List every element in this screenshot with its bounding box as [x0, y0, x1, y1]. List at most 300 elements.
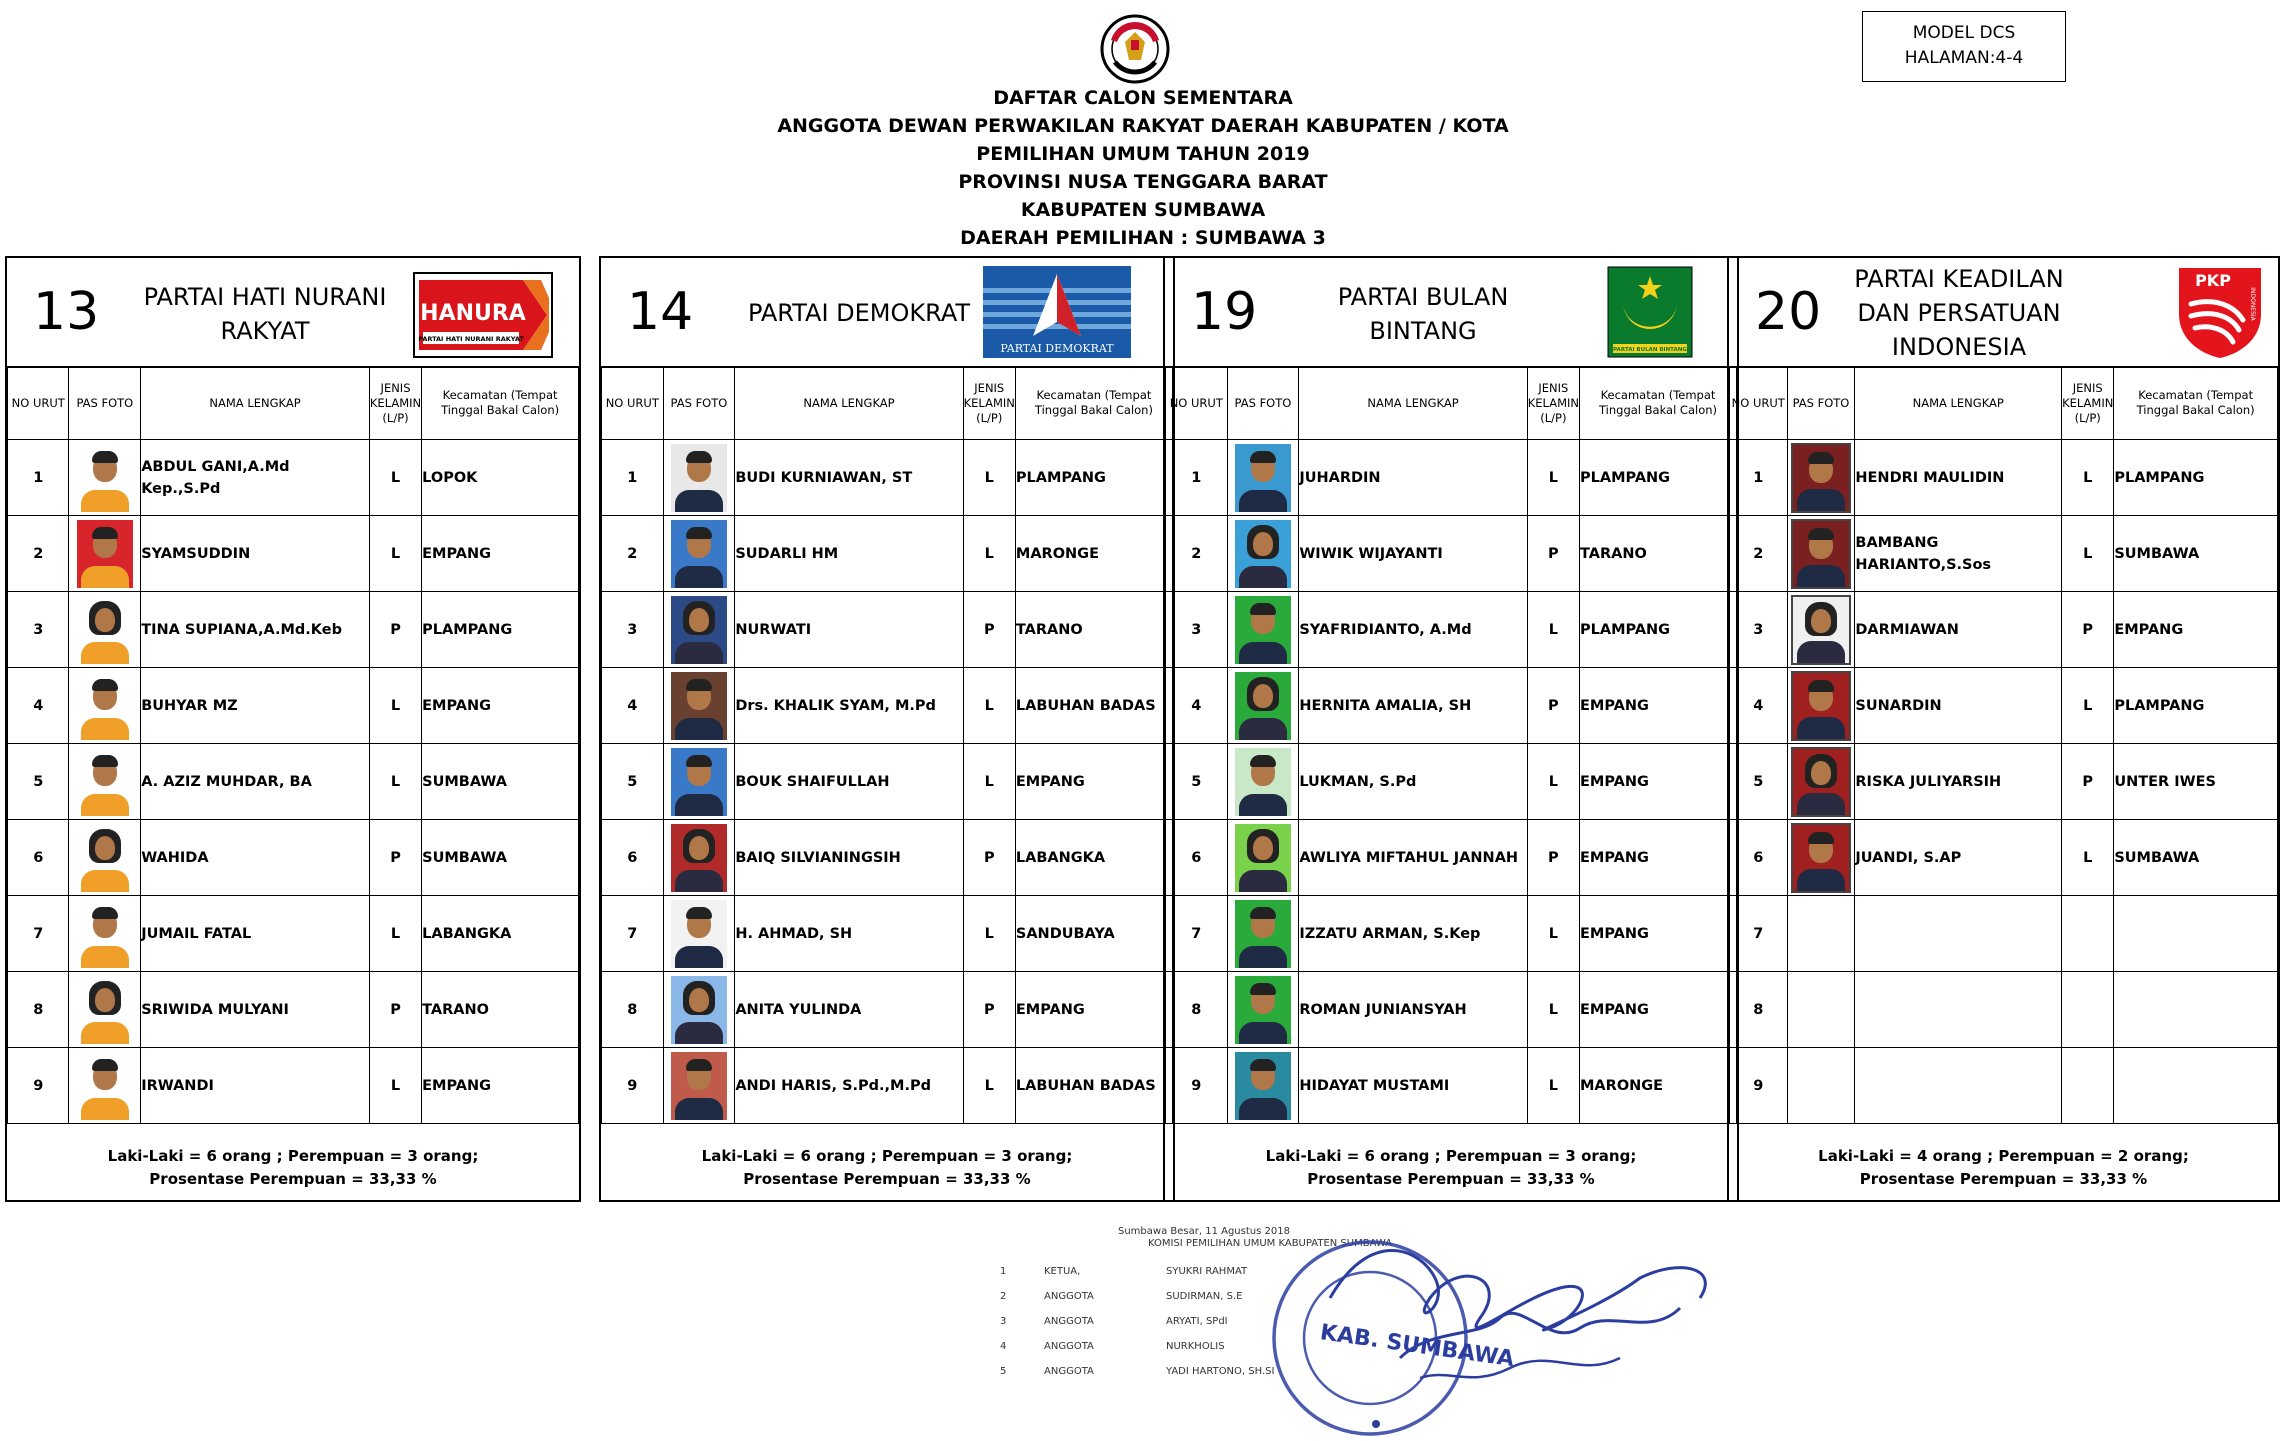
candidate-name: AWLIYA MIFTAHUL JANNAH	[1299, 820, 1527, 896]
candidate-kecamatan: PLAMPANG	[422, 592, 579, 668]
candidate-photo-cell	[1787, 1048, 1855, 1124]
kpu-emblem	[1099, 14, 1171, 84]
candidate-row	[602, 744, 1173, 820]
col-header-kec-l2: Tinggal Bakal Calon)	[441, 403, 560, 417]
commissioner-no: 2	[1000, 1291, 1007, 1302]
candidate-photo	[1791, 823, 1851, 893]
candidate-sex	[2062, 896, 2114, 972]
commissioner-no: 3	[1000, 1316, 1007, 1327]
candidate-no: 5	[8, 744, 69, 820]
candidate-photo	[77, 1052, 133, 1120]
candidate-no: 1	[1730, 440, 1788, 516]
candidate-photo	[1235, 520, 1291, 588]
candidate-no: 2	[602, 516, 664, 592]
candidate-photo	[671, 1052, 727, 1120]
candidate-no: 3	[1730, 592, 1788, 668]
candidate-sex: P	[963, 972, 1015, 1048]
candidate-name: WIWIK WIJAYANTI	[1299, 516, 1527, 592]
candidate-photo	[1235, 672, 1291, 740]
female-percentage: Prosentase Perempuan = 33,33 %	[149, 1170, 437, 1188]
candidate-row	[8, 668, 579, 744]
candidate-kecamatan: PLAMPANG	[2114, 668, 2278, 744]
candidate-photo-cell	[69, 1048, 141, 1124]
col-header-sex-l2: KELAMIN	[369, 395, 422, 410]
candidate-name: JUANDI, S.AP	[1855, 820, 2062, 896]
candidate-no: 9	[1166, 1048, 1228, 1124]
col-header-kec-l2: Tinggal Bakal Calon)	[1034, 403, 1153, 417]
female-percentage: Prosentase Perempuan = 33,33 %	[1307, 1170, 1595, 1188]
candidate-photo-cell	[1787, 516, 1855, 592]
candidate-name: BAIQ SILVIANINGSIH	[735, 820, 963, 896]
candidate-photo	[77, 748, 133, 816]
col-header-kec-l2: Tinggal Bakal Calon)	[2136, 403, 2255, 417]
candidate-no: 4	[602, 668, 664, 744]
party-number: 19	[1191, 282, 1258, 342]
candidate-name	[1855, 972, 2062, 1048]
title-line: KABUPATEN SUMBAWA	[1020, 199, 1266, 221]
col-header-no: NO URUT	[1166, 367, 1228, 440]
demokrat-logo	[983, 266, 1131, 358]
candidate-sex: L	[369, 896, 421, 972]
candidate-sex: L	[2062, 440, 2114, 516]
candidate-sex: L	[963, 668, 1015, 744]
candidate-sex: L	[2062, 820, 2114, 896]
candidate-row	[602, 1048, 1173, 1124]
candidate-kecamatan: EMPANG	[422, 516, 579, 592]
candidate-sex: P	[963, 820, 1015, 896]
candidate-kecamatan: LABUHAN BADAS	[1015, 1048, 1172, 1124]
candidate-photo-cell	[1787, 820, 1855, 896]
col-header-sex-l2: KELAMIN	[2062, 395, 2114, 410]
col-header-kecamatan	[422, 367, 579, 440]
candidate-no: 9	[602, 1048, 664, 1124]
candidate-sex: P	[963, 592, 1015, 668]
candidate-photo-cell	[663, 592, 735, 668]
commissioner-role: KETUA,	[1044, 1266, 1081, 1277]
candidate-row	[8, 440, 579, 516]
candidate-photo-cell	[1227, 896, 1299, 972]
candidate-sex	[2062, 972, 2114, 1048]
candidate-sex: L	[963, 1048, 1015, 1124]
candidate-sex: L	[1527, 744, 1579, 820]
candidate-name: RISKA JULIYARSIH	[1855, 744, 2062, 820]
col-header-kecamatan	[2114, 367, 2278, 440]
party-panel-demokrat	[599, 256, 1175, 1202]
party-number: 14	[627, 282, 694, 342]
candidate-sex: L	[369, 1048, 421, 1124]
party-summary	[601, 1138, 1173, 1200]
candidate-name: NURWATI	[735, 592, 963, 668]
col-header-sex-l3: (L/P)	[976, 410, 1003, 425]
candidate-row	[602, 668, 1173, 744]
female-percentage: Prosentase Perempuan = 33,33 %	[743, 1170, 1031, 1188]
candidate-name: SYAFRIDIANTO, A.Md	[1299, 592, 1527, 668]
candidate-row	[1166, 1048, 1737, 1124]
candidate-row	[8, 1048, 579, 1124]
candidate-row	[602, 896, 1173, 972]
party-name-line: BINTANG	[1369, 317, 1477, 345]
candidate-sex: L	[1527, 972, 1579, 1048]
candidate-photo	[77, 900, 133, 968]
candidate-row	[1166, 592, 1737, 668]
commissioner-name: SYUKRI RAHMAT	[1166, 1266, 1248, 1277]
candidate-photo-cell	[663, 440, 735, 516]
candidate-no: 8	[1166, 972, 1228, 1048]
candidate-sex: P	[369, 592, 421, 668]
candidate-kecamatan	[2114, 896, 2278, 972]
candidate-photo-cell	[1787, 668, 1855, 744]
candidate-no: 4	[8, 668, 69, 744]
commissioner-no: 5	[1000, 1366, 1007, 1377]
candidate-kecamatan	[2114, 972, 2278, 1048]
commissioner-no: 1	[1000, 1266, 1007, 1277]
table-header-row	[1166, 367, 1737, 440]
col-header-photo: PAS FOTO	[663, 367, 735, 440]
candidate-photo-cell	[663, 668, 735, 744]
candidate-row	[602, 440, 1173, 516]
gender-count: Laki-Laki = 6 orang ; Perempuan = 3 orang;	[107, 1147, 479, 1165]
candidate-name: JUMAIL FATAL	[141, 896, 370, 972]
candidate-photo-cell	[1787, 592, 1855, 668]
candidate-name	[1855, 896, 2062, 972]
candidate-row	[8, 744, 579, 820]
candidate-name	[1855, 1048, 2062, 1124]
candidate-table	[7, 366, 579, 1124]
candidate-name: ROMAN JUNIANSYAH	[1299, 972, 1527, 1048]
candidate-kecamatan: TARANO	[1580, 516, 1737, 592]
candidate-row	[1166, 516, 1737, 592]
candidate-row	[1166, 820, 1737, 896]
candidate-photo	[671, 596, 727, 664]
candidate-photo	[671, 672, 727, 740]
col-header-kec-l2: Tinggal Bakal Calon)	[1598, 403, 1718, 417]
party-name-line: PARTAI DEMOKRAT	[747, 299, 971, 327]
col-header-sex-l3: (L/P)	[382, 410, 409, 425]
candidate-no: 5	[1730, 744, 1788, 820]
candidate-kecamatan: PLAMPANG	[2114, 440, 2278, 516]
candidate-no: 2	[8, 516, 69, 592]
candidate-name: SUDARLI HM	[735, 516, 963, 592]
candidate-photo	[1235, 748, 1291, 816]
col-header-kec-l1: Kecamatan (Tempat	[1600, 388, 1716, 402]
candidate-photo-cell	[1227, 820, 1299, 896]
candidate-row	[602, 516, 1173, 592]
candidate-photo-cell	[663, 820, 735, 896]
candidate-photo	[671, 444, 727, 512]
party-header	[1729, 258, 2278, 368]
candidate-kecamatan	[2114, 1048, 2278, 1124]
party-panel-pkp	[1727, 256, 2280, 1202]
candidate-sex: L	[1527, 440, 1579, 516]
col-header-no: NO URUT	[1730, 367, 1788, 440]
candidate-name: HERNITA AMALIA, SH	[1299, 668, 1527, 744]
candidate-name: SYAMSUDDIN	[141, 516, 370, 592]
candidate-no: 4	[1166, 668, 1228, 744]
col-header-no: NO URUT	[602, 367, 664, 440]
candidate-photo-cell	[663, 972, 735, 1048]
candidate-kecamatan: EMPANG	[1580, 820, 1737, 896]
candidate-sex: L	[963, 744, 1015, 820]
party-panel-hanura	[5, 256, 581, 1202]
col-header-sex	[2062, 367, 2114, 440]
kpu-stamp-and-signature	[1220, 1238, 1740, 1441]
candidate-row	[1730, 1048, 2278, 1124]
candidate-name: SUNARDIN	[1855, 668, 2062, 744]
candidate-kecamatan: UNTER IWES	[2114, 744, 2278, 820]
col-header-sex	[963, 367, 1015, 440]
candidate-no: 3	[602, 592, 664, 668]
candidate-name: ANDI HARIS, S.Pd.,M.Pd	[735, 1048, 963, 1124]
candidate-row	[1166, 972, 1737, 1048]
party-name-line: PARTAI BULAN	[1337, 283, 1509, 311]
candidate-kecamatan: SUMBAWA	[422, 744, 579, 820]
candidate-photo-cell	[1787, 896, 1855, 972]
candidate-kecamatan: MARONGE	[1015, 516, 1172, 592]
col-header-sex-l1: JENIS	[2072, 380, 2103, 395]
candidate-photo-cell	[69, 896, 141, 972]
commissioner-role: ANGGOTA	[1044, 1366, 1094, 1377]
candidate-name: Drs. KHALIK SYAM, M.Pd	[735, 668, 963, 744]
col-header-kec-l1: Kecamatan (Tempat	[442, 388, 558, 402]
pkp-logo	[2173, 264, 2267, 360]
col-header-kec-l1: Kecamatan (Tempat	[1036, 388, 1152, 402]
candidate-no: 6	[1730, 820, 1788, 896]
candidate-photo-cell	[663, 1048, 735, 1124]
candidate-row	[1166, 896, 1737, 972]
candidate-photo-cell	[1787, 972, 1855, 1048]
gender-count: Laki-Laki = 6 orang ; Perempuan = 3 orang;	[1265, 1147, 1637, 1165]
candidate-photo-cell	[1787, 744, 1855, 820]
candidate-table	[1165, 366, 1737, 1124]
candidate-no: 5	[602, 744, 664, 820]
candidate-row	[8, 972, 579, 1048]
party-name-line: INDONESIA	[1891, 333, 2027, 361]
stamp-text: KAB. SUMBAWA	[1318, 1320, 1516, 1373]
candidate-name: BUHYAR MZ	[141, 668, 370, 744]
candidate-no: 8	[602, 972, 664, 1048]
candidate-kecamatan: LABANGKA	[1015, 820, 1172, 896]
candidate-no: 9	[8, 1048, 69, 1124]
candidate-name: TINA SUPIANA,A.Md.Keb	[141, 592, 370, 668]
col-header-name: NAMA LENGKAP	[141, 367, 370, 440]
candidate-name: JUHARDIN	[1299, 440, 1527, 516]
candidate-kecamatan: EMPANG	[1580, 668, 1737, 744]
candidate-kecamatan: LABANGKA	[422, 896, 579, 972]
candidate-row	[1730, 820, 2278, 896]
title-line: ANGGOTA DEWAN PERWAKILAN RAKYAT DAERAH KABUPATEN / KOTA	[777, 115, 1509, 137]
candidate-sex: P	[2062, 592, 2114, 668]
female-percentage: Prosentase Perempuan = 33,33 %	[1859, 1170, 2148, 1188]
candidate-no: 8	[1730, 972, 1788, 1048]
candidate-no: 6	[8, 820, 69, 896]
party-header	[1165, 258, 1737, 368]
hanura-logo-subtext: PARTAI HATI NURANI RAKYAT	[418, 335, 524, 343]
candidate-no: 1	[1166, 440, 1228, 516]
table-header-row	[1730, 367, 2278, 440]
candidate-kecamatan: PLAMPANG	[1580, 440, 1737, 516]
candidate-photo	[1791, 443, 1851, 513]
col-header-kecamatan	[1580, 367, 1737, 440]
col-header-kec-l1: Kecamatan (Tempat	[2138, 388, 2254, 402]
candidate-row	[1730, 516, 2278, 592]
candidate-row	[1730, 592, 2278, 668]
col-header-sex	[1527, 367, 1579, 440]
sign-place-date: Sumbawa Besar, 11 Agustus 2018	[1118, 1226, 1290, 1237]
candidate-photo-cell	[69, 668, 141, 744]
commissioner-role: ANGGOTA	[1044, 1316, 1094, 1327]
candidate-photo	[1791, 671, 1851, 741]
gender-count: Laki-Laki = 4 orang ; Perempuan = 2 orang;	[1818, 1147, 2189, 1165]
candidate-no: 1	[8, 440, 69, 516]
candidate-sex: L	[1527, 592, 1579, 668]
candidate-name: A. AZIZ MUHDAR, BA	[141, 744, 370, 820]
party-number: 20	[1755, 282, 1822, 342]
candidate-photo	[1235, 824, 1291, 892]
candidate-row	[8, 516, 579, 592]
candidate-sex: L	[369, 668, 421, 744]
col-header-kecamatan	[1015, 367, 1172, 440]
document-title	[700, 84, 1586, 252]
candidate-kecamatan: EMPANG	[1015, 744, 1172, 820]
candidate-photo-cell	[69, 744, 141, 820]
candidate-row	[602, 592, 1173, 668]
candidate-sex: L	[2062, 516, 2114, 592]
candidate-name: IZZATU ARMAN, S.Kep	[1299, 896, 1527, 972]
candidate-photo-cell	[1227, 516, 1299, 592]
candidate-kecamatan: EMPANG	[1015, 972, 1172, 1048]
candidate-row	[1730, 896, 2278, 972]
candidate-sex	[2062, 1048, 2114, 1124]
candidate-photo	[77, 444, 133, 512]
sign-org: KOMISI PEMILIHAN UMUM KABUPATEN SUMBAWA	[1148, 1238, 1393, 1249]
candidate-sex: P	[369, 972, 421, 1048]
candidate-kecamatan: EMPANG	[422, 1048, 579, 1124]
candidate-photo	[77, 596, 133, 664]
candidate-no: 7	[602, 896, 664, 972]
candidate-name: SRIWIDA MULYANI	[141, 972, 370, 1048]
candidate-sex: L	[1527, 1048, 1579, 1124]
candidate-no: 3	[8, 592, 69, 668]
candidate-photo	[1235, 976, 1291, 1044]
pbb-logo-text: PARTAI BULAN BINTANG	[1613, 347, 1687, 353]
party-name-line: DAN PERSATUAN	[1857, 299, 2061, 327]
col-header-photo: PAS FOTO	[69, 367, 141, 440]
candidate-photo-cell	[1227, 592, 1299, 668]
candidate-photo	[1235, 1052, 1291, 1120]
col-header-sex-l1: JENIS	[380, 380, 411, 395]
col-header-name: NAMA LENGKAP	[1855, 367, 2062, 440]
party-summary	[1165, 1138, 1737, 1200]
party-summary	[7, 1138, 579, 1200]
page-label: HALAMAN:4-4	[1904, 48, 2024, 68]
candidate-no: 9	[1730, 1048, 1788, 1124]
title-line: DAFTAR CALON SEMENTARA	[993, 87, 1293, 109]
candidate-photo-cell	[663, 744, 735, 820]
candidate-no: 4	[1730, 668, 1788, 744]
candidate-no: 8	[8, 972, 69, 1048]
candidate-sex: L	[369, 744, 421, 820]
party-panel-pbb	[1163, 256, 1739, 1202]
candidate-row	[8, 820, 579, 896]
candidate-photo	[671, 520, 727, 588]
candidate-row	[1730, 744, 2278, 820]
candidate-photo-cell	[69, 820, 141, 896]
candidate-sex: L	[1527, 896, 1579, 972]
candidate-name: WAHIDA	[141, 820, 370, 896]
candidate-kecamatan: PLAMPANG	[1015, 440, 1172, 516]
title-line: DAERAH PEMILIHAN : SUMBAWA 3	[960, 227, 1326, 249]
candidate-sex: P	[1527, 820, 1579, 896]
candidate-kecamatan: SUMBAWA	[422, 820, 579, 896]
candidate-row	[602, 972, 1173, 1048]
col-header-sex-l2: KELAMIN	[1527, 395, 1579, 410]
candidate-sex: L	[963, 896, 1015, 972]
model-box	[1862, 11, 2066, 82]
commissioner-role: ANGGOTA	[1044, 1291, 1094, 1302]
candidate-photo-cell	[1227, 668, 1299, 744]
candidate-no: 7	[1166, 896, 1228, 972]
candidate-row	[1166, 744, 1737, 820]
candidate-no: 2	[1730, 516, 1788, 592]
pkp-logo-text: PKP	[2195, 271, 2231, 290]
col-header-no: NO URUT	[8, 367, 69, 440]
candidate-no: 7	[1730, 896, 1788, 972]
candidate-kecamatan: EMPANG	[422, 668, 579, 744]
candidate-photo-cell	[1787, 440, 1855, 516]
col-header-sex-l1: JENIS	[1538, 380, 1569, 395]
candidate-photo	[1791, 595, 1851, 665]
commissioner-name: ARYATI, SPdI	[1166, 1316, 1228, 1327]
candidate-photo-cell	[69, 440, 141, 516]
candidate-photo	[671, 824, 727, 892]
candidate-name: BOUK SHAIFULLAH	[735, 744, 963, 820]
col-header-sex	[369, 367, 421, 440]
candidate-photo-cell	[1227, 1048, 1299, 1124]
candidate-photo	[671, 900, 727, 968]
table-header-row	[8, 367, 579, 440]
candidate-name: ABDUL GANI,A.Md Kep.,S.Pd	[141, 440, 370, 516]
candidate-no: 1	[602, 440, 664, 516]
candidate-sex: P	[2062, 744, 2114, 820]
candidate-name: ANITA YULINDA	[735, 972, 963, 1048]
candidate-no: 3	[1166, 592, 1228, 668]
candidate-name: LUKMAN, S.Pd	[1299, 744, 1527, 820]
candidate-row	[8, 592, 579, 668]
title-line: PROVINSI NUSA TENGGARA BARAT	[958, 171, 1328, 193]
candidate-table	[1729, 366, 2278, 1124]
candidate-sex: L	[369, 516, 421, 592]
candidate-row	[1166, 668, 1737, 744]
candidate-kecamatan: LABUHAN BADAS	[1015, 668, 1172, 744]
candidate-no: 6	[602, 820, 664, 896]
candidate-row	[602, 820, 1173, 896]
col-header-sex-l1: JENIS	[974, 380, 1005, 395]
table-header-row	[602, 367, 1173, 440]
candidate-kecamatan: TARANO	[1015, 592, 1172, 668]
candidate-photo	[1235, 900, 1291, 968]
candidate-name: HENDRI MAULIDIN	[1855, 440, 2062, 516]
candidate-kecamatan: EMPANG	[1580, 972, 1737, 1048]
candidate-row	[1166, 440, 1737, 516]
candidate-photo	[671, 748, 727, 816]
candidate-photo-cell	[69, 516, 141, 592]
candidate-sex: P	[1527, 516, 1579, 592]
gender-count: Laki-Laki = 6 orang ; Perempuan = 3 orang;	[701, 1147, 1073, 1165]
candidate-photo	[1791, 747, 1851, 817]
candidate-name: BUDI KURNIAWAN, ST	[735, 440, 963, 516]
candidate-kecamatan: MARONGE	[1580, 1048, 1737, 1124]
candidate-sex: L	[963, 440, 1015, 516]
